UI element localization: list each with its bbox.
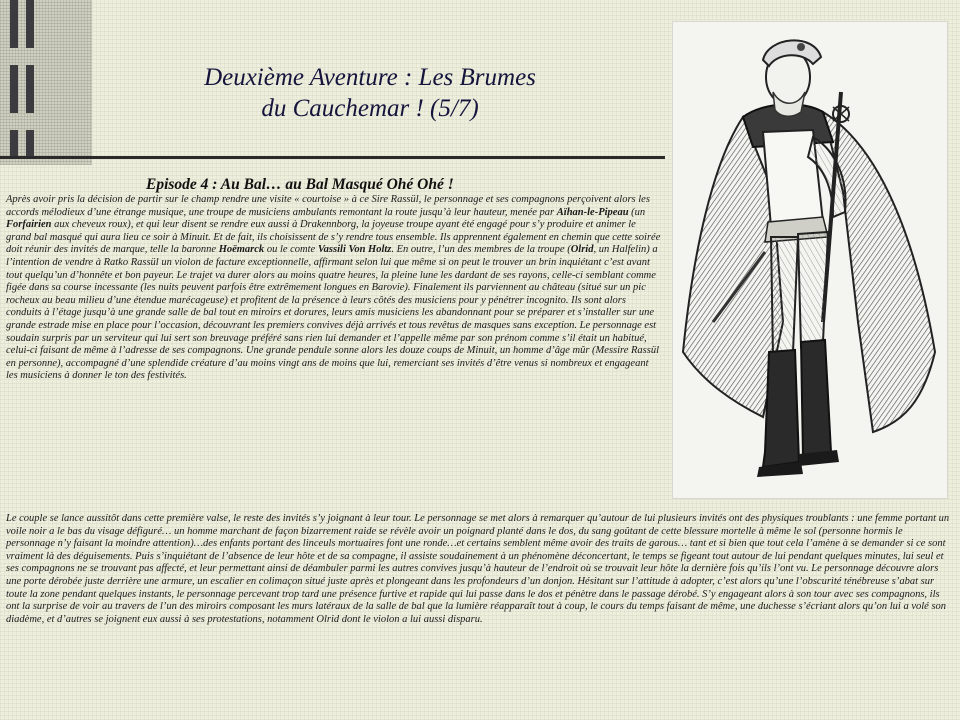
decorative-slot [26, 65, 34, 113]
bold-name: Hoëmarck [218, 244, 265, 256]
header-divider [0, 156, 665, 159]
bold-name: Forfairien [6, 219, 52, 231]
text-run: aux cheveux roux), et qui leur disent se rendre eux aussi à Drakennborg, la joyeuse troupe ayant été engagé pour s’y produire et animer le grand bal masqué qui aura lieu ce soir à Minuit. Et de fait, ils choisissent de s’y rendre tous ensemble. Ils apprennent également en chemin que cette soirée doit réunir des invités de marque, telle la baronne [6, 219, 661, 256]
text-run: . En outre, l’un des membres de la troupe ( [391, 244, 571, 256]
bold-name: Vassili Von Holtz [317, 244, 392, 256]
character-illustration [673, 22, 947, 498]
decorative-slot [26, 0, 34, 48]
left-decorative-panel [0, 0, 92, 165]
decorative-slot [26, 130, 34, 156]
text-run: Après avoir pris la décision de partir sur le champ rendre une visite « courtoise » à ce Sire Rassül, le personnage et ses compagnons perçoivent alors les accords mélodieux d’une étrange musique, une troupe de musiciens ambulants remontant la route jusqu’à leur hauteur, menée par [6, 194, 650, 218]
bold-name: Olrid [570, 244, 594, 256]
page-title [150, 62, 590, 124]
story-paragraph-1 [6, 194, 662, 383]
text-run: , un Halfelin) a l’intention de vendre à Ratko Rassül un violon de facture exceptionnelle, affirmant selon lui que même si on peut le trouver un brin inquiétant c’est avant tout quelqu’un d’honnête et bon payeur. Le trajet va durer alors au moins quatre heures, la pleine lune les dardant de ses rayons, celle-ci semblant comme figée dans sa course incessante (les nuits peuvent parfois être extrêmement longues en Barovie). Finalement ils parviennent au château (situé sur un pic rocheux au beau milieu d’une étendue marécageuse) et profitent de la présence à leurs côtés des musiciens pour y pénétrer incognito. Ils sont alors conduits à l’étage jusqu’à une grande salle de bal tout en miroirs et dorures, leurs amis musiciens les abandonnant pour se préparer et s’installer sur une grande estrade mise en place pour l’occasion, découvrant les premiers convives déjà arrivés et tous revêtus de masques sans exception. Le personnage est soudain surpris par un serviteur qui lui sert son breuvage préféré sans rien lui demander et l’appelle même par son prénom comme s’il était un habitué, celui-ci faisant de même à l’adresse de ses compagnons. Une grande pendule sonne alors les douze coups de Minuit, un homme d’âge mûr (Messire Rassül en personne), accompagné d’une splendide créature d’au moins vingt ans de moins que lui, remerciant ses invités d’être venus si nombreux et engageant les musiciens à donner le ton des festivités. [6, 244, 660, 382]
page-title-line-2: du Cauchemar ! (5/7) [261, 95, 479, 122]
decorative-slot [10, 65, 18, 113]
decorative-slot [10, 0, 18, 48]
page-title-line-1: Deuxième Aventure : Les Brumes [204, 64, 536, 91]
text-run: ou le comte [264, 244, 318, 256]
bold-name: Aïhan-le-Pipeau [556, 206, 629, 218]
text-run: (un [628, 206, 646, 218]
episode-heading: Episode 4 : Au Bal… au Bal Masqué Ohé Ohé ! [146, 176, 454, 193]
story-paragraph-2: Le couple se lance aussitôt dans cette première valse, le reste des invités s’y joignant à leur tour. Le personnage se met alors à remarquer qu’autour de lui plusieurs invités ont des physiques troublants : une femme portant un voile noir a le bas du visage défiguré… un homme marchant de façon bizarrement raide se révèle avoir un poignard planté dans le dos, du sang goûtant de cette blessure mortelle à même le sol (personne hormis le personnage n’y faisant la moindre attention)…des enfants portant des linceuls mortuaires font une ronde…et certains semblent même avoir des traits de garous… tant et si bien que tout cela l’amène à se demander si ce sont vraiment là des déguisements. Puis s’inquiétant de l’absence de leur hôte et de sa compagne, il assiste soudainement à un phénomène déconcertant, le temps se figeant tout autour de lui pendant quelques minutes, lui seul et ses compagnons ne se trouvant pas affecté, et leur permettant ainsi de déambuler parmi les autres convives jusqu’à hauteur de l’endroit où se trouvait leur hôte la dernière fois qu’ils l’ont vu. Le personnage découvre alors une porte dérobée juste derrière une armure, un escalier en colimaçon situé juste après et plongeant dans les profondeurs d’un donjon. Hésitant sur l’attitude à adopter, c’est alors qu’une l’obscurité ténébreuse s’abat sur toute la zone pendant quelques instants, le personnage percevant trop tard une présence furtive et rapide qui lui passe dans le dos et pénètre dans le passage dérobé. S’y engageant alors à son tour avec ses compagnons, ils ont la surprise de voir au travers de l’un des miroirs composant les murs latéraux de la salle de bal que la lumière réapparaît tout à coup, le cours du temps faisant de même, une duchesse s’écriant alors qu’on lui a volé son diadème, et d’autres se joignent eux aussi à ses protestations, notamment Olrid dont le violon a lui aussi disparu. [6, 513, 950, 625]
decorative-slot [10, 130, 18, 156]
